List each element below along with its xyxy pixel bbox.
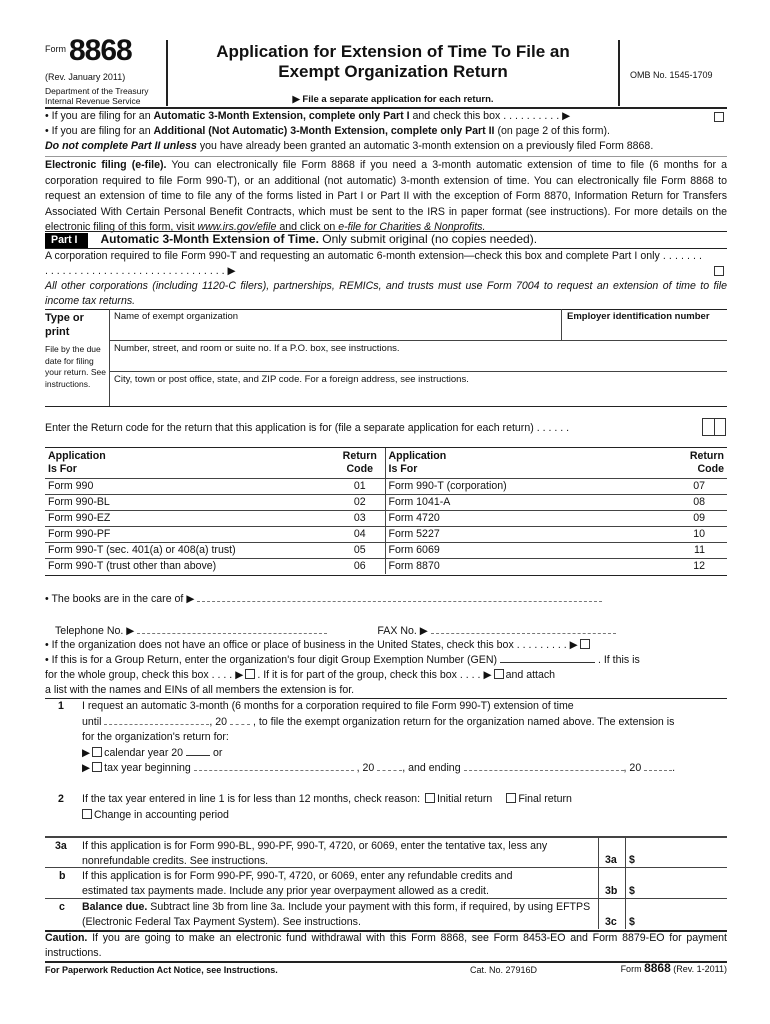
amount-input[interactable]: $ [629,884,635,897]
automatic-extension-checkbox[interactable] [714,112,724,122]
line-3-row: 3a If this application is for Form 990-BL, 990-PF, 990-T, 4720, or 6069, enter the tentative tax, less any nonrefundable credits. See instructions. 3a $ [45,836,727,867]
application-cell: Form 5227 [385,527,675,543]
table-row [45,495,727,511]
table-row [45,527,727,543]
footer: For Paperwork Reduction Act Notice, see Instructions. Cat. No. 27916D Form 8868 (Rev. 1-2011) [45,963,727,978]
part-group-checkbox[interactable] [494,669,504,679]
street-field[interactable]: Number, street, and room or suite no. If a P.O. box, see instructions. [109,340,727,371]
code-cell: 03 [335,511,385,527]
city-field[interactable]: City, town or post office, state, and ZIP code. For a foreign address, see instructions. [109,371,727,406]
code-cell: 04 [335,527,385,543]
office-line: • If the organization does not have an office or place of business in the United States, check this box . . . . . . . . . ▶ [45,638,727,653]
dept: Department of the Treasury Internal Revenue Service [45,86,149,106]
telephone-input[interactable] [137,624,327,634]
line-2: If the tax year entered in line 1 is for less than 12 months, check reason: Initial return Final return Change in accounting period [82,793,572,821]
gen-input[interactable] [500,653,595,663]
application-cell: Form 990-BL [45,495,335,511]
ein-field[interactable]: Employer identification number [561,309,727,340]
code-cell: 11 [675,543,727,559]
application-cell: Form 990-PF [45,527,335,543]
other-corps-note: All other corporations (including 1120-C filers), partnerships, REMICs, and trusts must use Form 7004 to request an extension of time to file income tax returns. [45,280,727,307]
group-line-3: a list with the names and EINs of all members the extension is for. [45,684,355,696]
table-row [45,479,727,495]
calendar-year-input[interactable] [186,746,210,756]
col-application-2: Application Is For [388,450,447,475]
return-code-input[interactable] [702,418,726,436]
application-cell: Form 990-T (corporation) [385,479,675,495]
code-cell: 12 [675,559,727,575]
paperwork-notice: For Paperwork Reduction Act Notice, see Instructions. [45,965,278,975]
efile-paragraph: Electronic filing (e-file). You can electronically file Form 8868 if you need a 3-month automatic extension of time to file (6 months for a corporation required to file Form 990-T), or an additional (not automatic) 3-month extension of time. You can electronically file Form 8868 to request an extension of time to file any of the forms listed in Part I or Part II with the exception of Form 8870, Information Return for Transfers Associated With Certain Personal Benefit Contracts, which must be sent to the IRS in paper format (see instructions). For more details on the electronic filing of this form, visit www.irs.gov/efile and click on e-file for Charities & Nonprofits. [45,159,727,233]
until-date-input[interactable] [104,715,209,725]
end-year-input[interactable] [644,761,672,771]
group-line-1: • If this is for a Group Return, enter the organization's four digit Group Exemption Number (GEN) . If this is [45,654,640,666]
subtitle: ▶ File a separate application for each return. [292,94,494,105]
code-cell: 01 [335,479,385,495]
fax-input[interactable] [431,624,616,634]
books-input[interactable] [197,592,602,602]
code-cell: 08 [675,495,727,511]
tax-year-checkbox[interactable] [92,762,102,772]
org-name-field[interactable]: Name of exempt organization [114,311,239,322]
code-cell: 02 [335,495,385,511]
group-line-2: for the whole group, check this box . . . . ▶ . If it is for part of the group, check this box . . . . ▶ and attach [45,669,556,681]
caution: Caution. If you are going to make an electronic fund withdrawal with this Form 8868, see Form 8453-EO and Form 8879-EO for payment instructions. [45,932,727,959]
final-return-checkbox[interactable] [506,793,516,803]
no-office-checkbox[interactable] [580,639,590,649]
line-3-section [45,836,727,929]
file-by-note: File by the due date for filing your return. See instructions. [45,344,106,389]
tax-year-begin-input[interactable] [194,761,354,771]
code-cell: 07 [675,479,727,495]
books-line: • The books are in the care of ▶ [45,592,727,607]
calendar-year-checkbox[interactable] [92,747,102,757]
code-cell: 10 [675,527,727,543]
until-year-input[interactable] [230,715,250,725]
application-cell: Form 990-T (trust other than above) [45,559,335,575]
line-3-row: b If this application is for Form 990-PF, 990-T, 4720, or 6069, enter any refundable credits and estimated tax payments made. Include any prior year overpayment allowed as a credit. 3b $ [45,867,727,898]
cat-number: Cat. No. 27916D [470,965,538,975]
code-cell: 09 [675,511,727,527]
application-cell: Form 990-EZ [45,511,335,527]
initial-return-checkbox[interactable] [425,793,435,803]
corporation-line: A corporation required to file Form 990-T and requesting an automatic 6-month extension—check this box and complete Part I only . . . . . . . . . . . . . . . . . . . . . . . . . . . . . . . . . . . . . . ▶ [45,250,702,277]
begin-year-input[interactable] [377,761,402,771]
application-cell: Form 990 [45,479,335,495]
intro-line-2: • If you are filing for an Additional (Not Automatic) 3-Month Extension, complete only Part II (on page 2 of this form). [45,125,610,137]
line-3-row: c Balance due. Subtract line 3b from line 3a. Include your payment with this form, if required, by using EFTPS (Electronic Federal Tax Payment System). See instructions. 3c $ [45,898,727,929]
col-application: Application Is For [48,450,106,475]
tax-year-end-input[interactable] [464,761,624,771]
return-code-prompt: Enter the Return code for the return that this application is for (file a separate application for each return) . . . . . . [45,422,570,434]
intro-line-1: • If you are filing for an Automatic 3-Month Extension, complete only Part I and check this box . . . . . . . . . . ▶ [45,110,571,122]
line-2-number: 2 [58,793,64,805]
col-code-2: Return Code [689,450,724,475]
intro-line-3: Do not complete Part II unless you have already been granted an automatic 3-month extension on a previously filed Form 8868. [45,140,654,152]
line-1-number: 1 [58,700,64,712]
code-cell: 06 [335,559,385,575]
application-cell: Form 990-T (sec. 401(a) or 408(a) trust) [45,543,335,559]
return-codes-table [45,448,727,574]
table-row [45,511,727,527]
amount-input[interactable]: $ [629,853,635,866]
table-row [45,543,727,559]
line-1: I request an automatic 3-month (6 months for a corporation required to file Form 990-T) extension of time until , 20 , to file the exempt organization return for the organization named above. The extension is for the organization's return for: ▶ calendar year 20 or ▶ tax year beginning , 20 , and ending , 20 . [82,700,676,774]
part1-heading: Part I Automatic 3-Month Extension of Time. Only submit original (no copies needed). [45,232,727,248]
whole-group-checkbox[interactable] [245,669,255,679]
form-title: Application for Extension of Time To File an Exempt Organization Return [216,42,570,81]
omb-number: OMB No. 1545-1709 [630,70,713,80]
form-header [45,34,727,106]
table-row [45,559,727,575]
corporation-checkbox[interactable] [714,266,724,276]
type-or-print: Type or print [45,312,84,338]
revision: (Rev. January 2011) [45,72,126,82]
application-cell: Form 6069 [385,543,675,559]
form-label: Form [45,44,66,54]
amount-input[interactable]: $ [629,915,635,928]
phone-fax-line: Telephone No. ▶ FAX No. ▶ [45,624,727,639]
application-cell: Form 8870 [385,559,675,575]
application-cell: Form 1041-A [385,495,675,511]
change-accounting-checkbox[interactable] [82,809,92,819]
application-cell: Form 4720 [385,511,675,527]
form-number: 8868 [69,34,132,67]
code-cell: 05 [335,543,385,559]
col-code: Return Code [335,448,385,479]
